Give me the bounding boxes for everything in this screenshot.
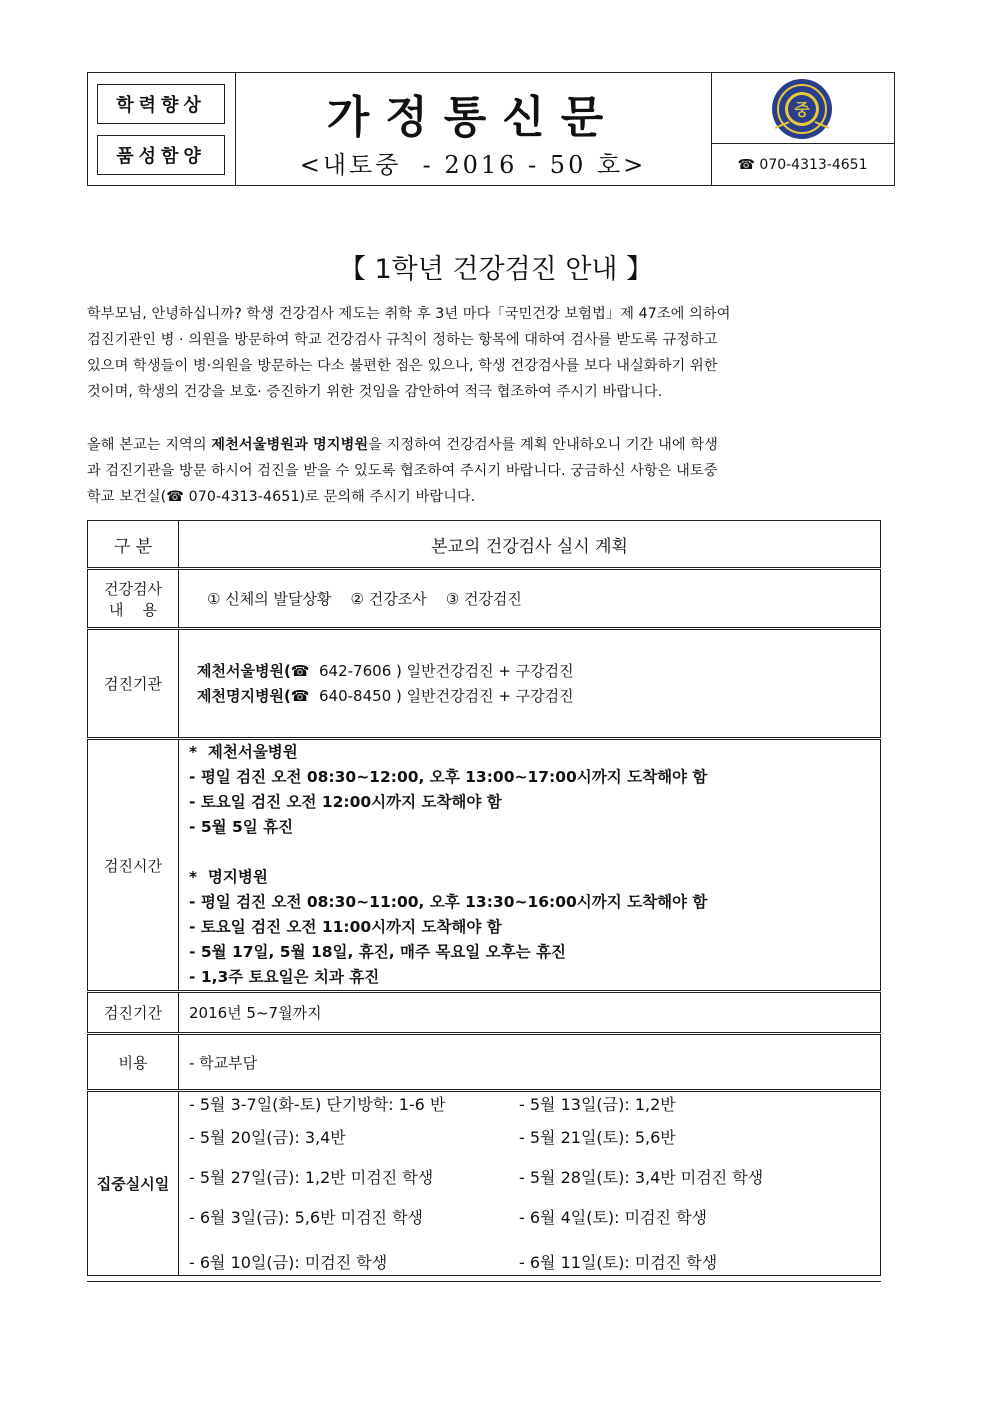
header-phone: [711, 144, 894, 185]
newsletter-title: 가정통신문: [326, 92, 620, 143]
time-line: - 평일 검진 오전 08:30~12:00, 오후 13:00~17:00시까지 도착해야 함: [189, 768, 708, 786]
notice-line: 과 검진기관을 방문 하시어 검진을 받을 수 있도록 협조하여 주시기 바랍니다. 궁금하신 사항은 내토중: [87, 463, 718, 479]
intro-line: 것이며, 학생의 건강을 보호· 증진하기 위한 것임을 감안하여 적극 협조하여 주시기 바랍니다.: [87, 384, 663, 400]
schedule-entry: - 6월 3일(금): 5,6반 미검진 학생: [189, 1207, 423, 1227]
schedule-entry: - 5월 21일(토): 5,6반: [519, 1127, 676, 1147]
logo-char: 중: [794, 100, 810, 119]
hospital-name: 제천명지병원(: [197, 686, 291, 705]
table-row: [88, 569, 881, 629]
row-label-content: [88, 569, 179, 629]
notice-line: [87, 432, 897, 458]
table-row: [88, 1034, 881, 1091]
intro-line: 있으며 학생들이 병·의원을 방문하는 다소 불편한 점은 있으나, 학생 건강검사를 보다 내실화하기 위한: [87, 358, 718, 374]
header-plan: 본교의 건강검사 실시 계획: [179, 521, 881, 569]
schedule-row: [189, 1237, 880, 1275]
label-line: 건강검사: [104, 579, 162, 598]
time-line: - 평일 검진 오전 08:30~11:00, 오후 13:30~16:00시까지 도착해야 함: [189, 893, 708, 911]
institution-line: [197, 684, 880, 709]
page-title: 【 1학년 건강검진 안내 】: [338, 254, 654, 285]
row-label-cost: 비용: [88, 1034, 179, 1091]
schedule-entry: - 6월 4일(토): 미검진 학생: [519, 1207, 707, 1227]
schedule-entry: - 5월 13일(금): 1,2반: [519, 1095, 676, 1114]
school-emblem-icon: [771, 78, 833, 140]
row-label-time: 검진시간: [88, 739, 179, 992]
table-row: [88, 1091, 881, 1276]
table-header-row: [88, 521, 881, 569]
issue-number: <내토중 - 2016 - 50 호>: [299, 151, 647, 179]
time-value: [179, 739, 881, 992]
institution-value: [179, 629, 881, 739]
schedule-entry: - 6월 10일(금): 미검진 학생: [189, 1253, 388, 1272]
institution-line: [197, 659, 880, 684]
schedule-entry: - 5월 20일(금): 3,4반: [189, 1127, 346, 1147]
schedule-row: [189, 1197, 880, 1237]
schedule-row: [189, 1092, 880, 1117]
time-line: - 토요일 검진 오전 12:00시까지 도착해야 함: [189, 793, 502, 811]
schedule-row: [189, 1117, 880, 1157]
notice-text: 올해 본교는 지역의: [87, 437, 212, 453]
cost-value: - 학교부담: [179, 1034, 881, 1091]
hospital-name: 제천서울병원(: [197, 661, 291, 680]
notice-text: 을 지정하여 건강검사를 계획 안내하오니 기간 내에 학생: [368, 437, 718, 453]
newsletter-header: [87, 72, 895, 186]
motto-character: 품성함양: [97, 135, 225, 175]
table-row: [88, 629, 881, 739]
time-line: - 토요일 검진 오전 11:00시까지 도착해야 함: [189, 918, 502, 936]
time-line: - 5월 17일, 5월 18일, 휴진, 매주 목요일 오후는 휴진: [189, 943, 566, 961]
health-check-plan-table: [87, 520, 881, 1276]
schedule-entry: - 6월 11일(토): 미검진 학생: [519, 1253, 718, 1272]
hospital-info: ☎ 640-8450 ) 일반건강검진 + 구강검진: [290, 686, 574, 705]
table-row: [88, 992, 881, 1034]
schedule-entry: - 5월 28일(토): 3,4반 미검진 학생: [519, 1167, 764, 1187]
title-column: [235, 73, 712, 185]
row-label-institution: 검진기관: [88, 629, 179, 739]
label-line: 내 용: [108, 600, 158, 619]
time-line: - 1,3주 토요일은 치과 휴진: [189, 968, 380, 986]
row-label-schedule: 집중실시일: [88, 1091, 179, 1276]
schedule-value: [179, 1091, 881, 1276]
intro-paragraph: [87, 301, 897, 405]
time-line: * 제천서울병원: [189, 743, 298, 761]
time-line: * 명지병원: [189, 868, 268, 886]
content-value: ① 신체의 발달상황 ② 건강조사 ③ 건강검진: [179, 569, 881, 629]
header-category: 구 분: [88, 521, 179, 569]
schedule-entry: - 5월 27일(금): 1,2반 미검진 학생: [189, 1167, 434, 1187]
phone-icon: ☎: [737, 156, 755, 173]
notice-paragraph: [87, 432, 897, 510]
row-label-period: 검진기간: [88, 992, 179, 1034]
schedule-entry: - 5월 3-7일(화-토) 단기방학: 1-6 반: [189, 1095, 446, 1114]
time-line: [189, 840, 880, 865]
logo-cell: [711, 73, 894, 144]
intro-line: 검진기관인 병 · 의원을 방문하여 학교 건강검사 규칙이 정하는 항목에 대하여 검사를 받도록 규정하고: [87, 332, 718, 348]
phone-number: 070-4313-4651: [759, 156, 868, 173]
period-value: 2016년 5~7월까지: [179, 992, 881, 1034]
intro-line: 학부모님, 안녕하십니까? 학생 건강검사 제도는 취학 후 3년 마다「국민건강 보험법」제 47조에 의하여: [87, 306, 731, 322]
schedule-row: [189, 1157, 880, 1197]
motto-column: [88, 73, 236, 185]
designated-hospitals: 제천서울병원과 명지병원: [211, 437, 369, 453]
notice-line: 학교 보건실(☎ 070-4313-4651)로 문의해 주시기 바랍니다.: [87, 489, 476, 505]
hospital-info: ☎ 642-7606 ) 일반건강검진 + 구강검진: [290, 661, 574, 680]
bottom-divider: [87, 1281, 881, 1282]
table-row: [88, 739, 881, 992]
time-line: - 5월 5일 휴진: [189, 818, 294, 836]
contact-column: [711, 73, 894, 185]
motto-academic: 학력향상: [97, 84, 225, 124]
